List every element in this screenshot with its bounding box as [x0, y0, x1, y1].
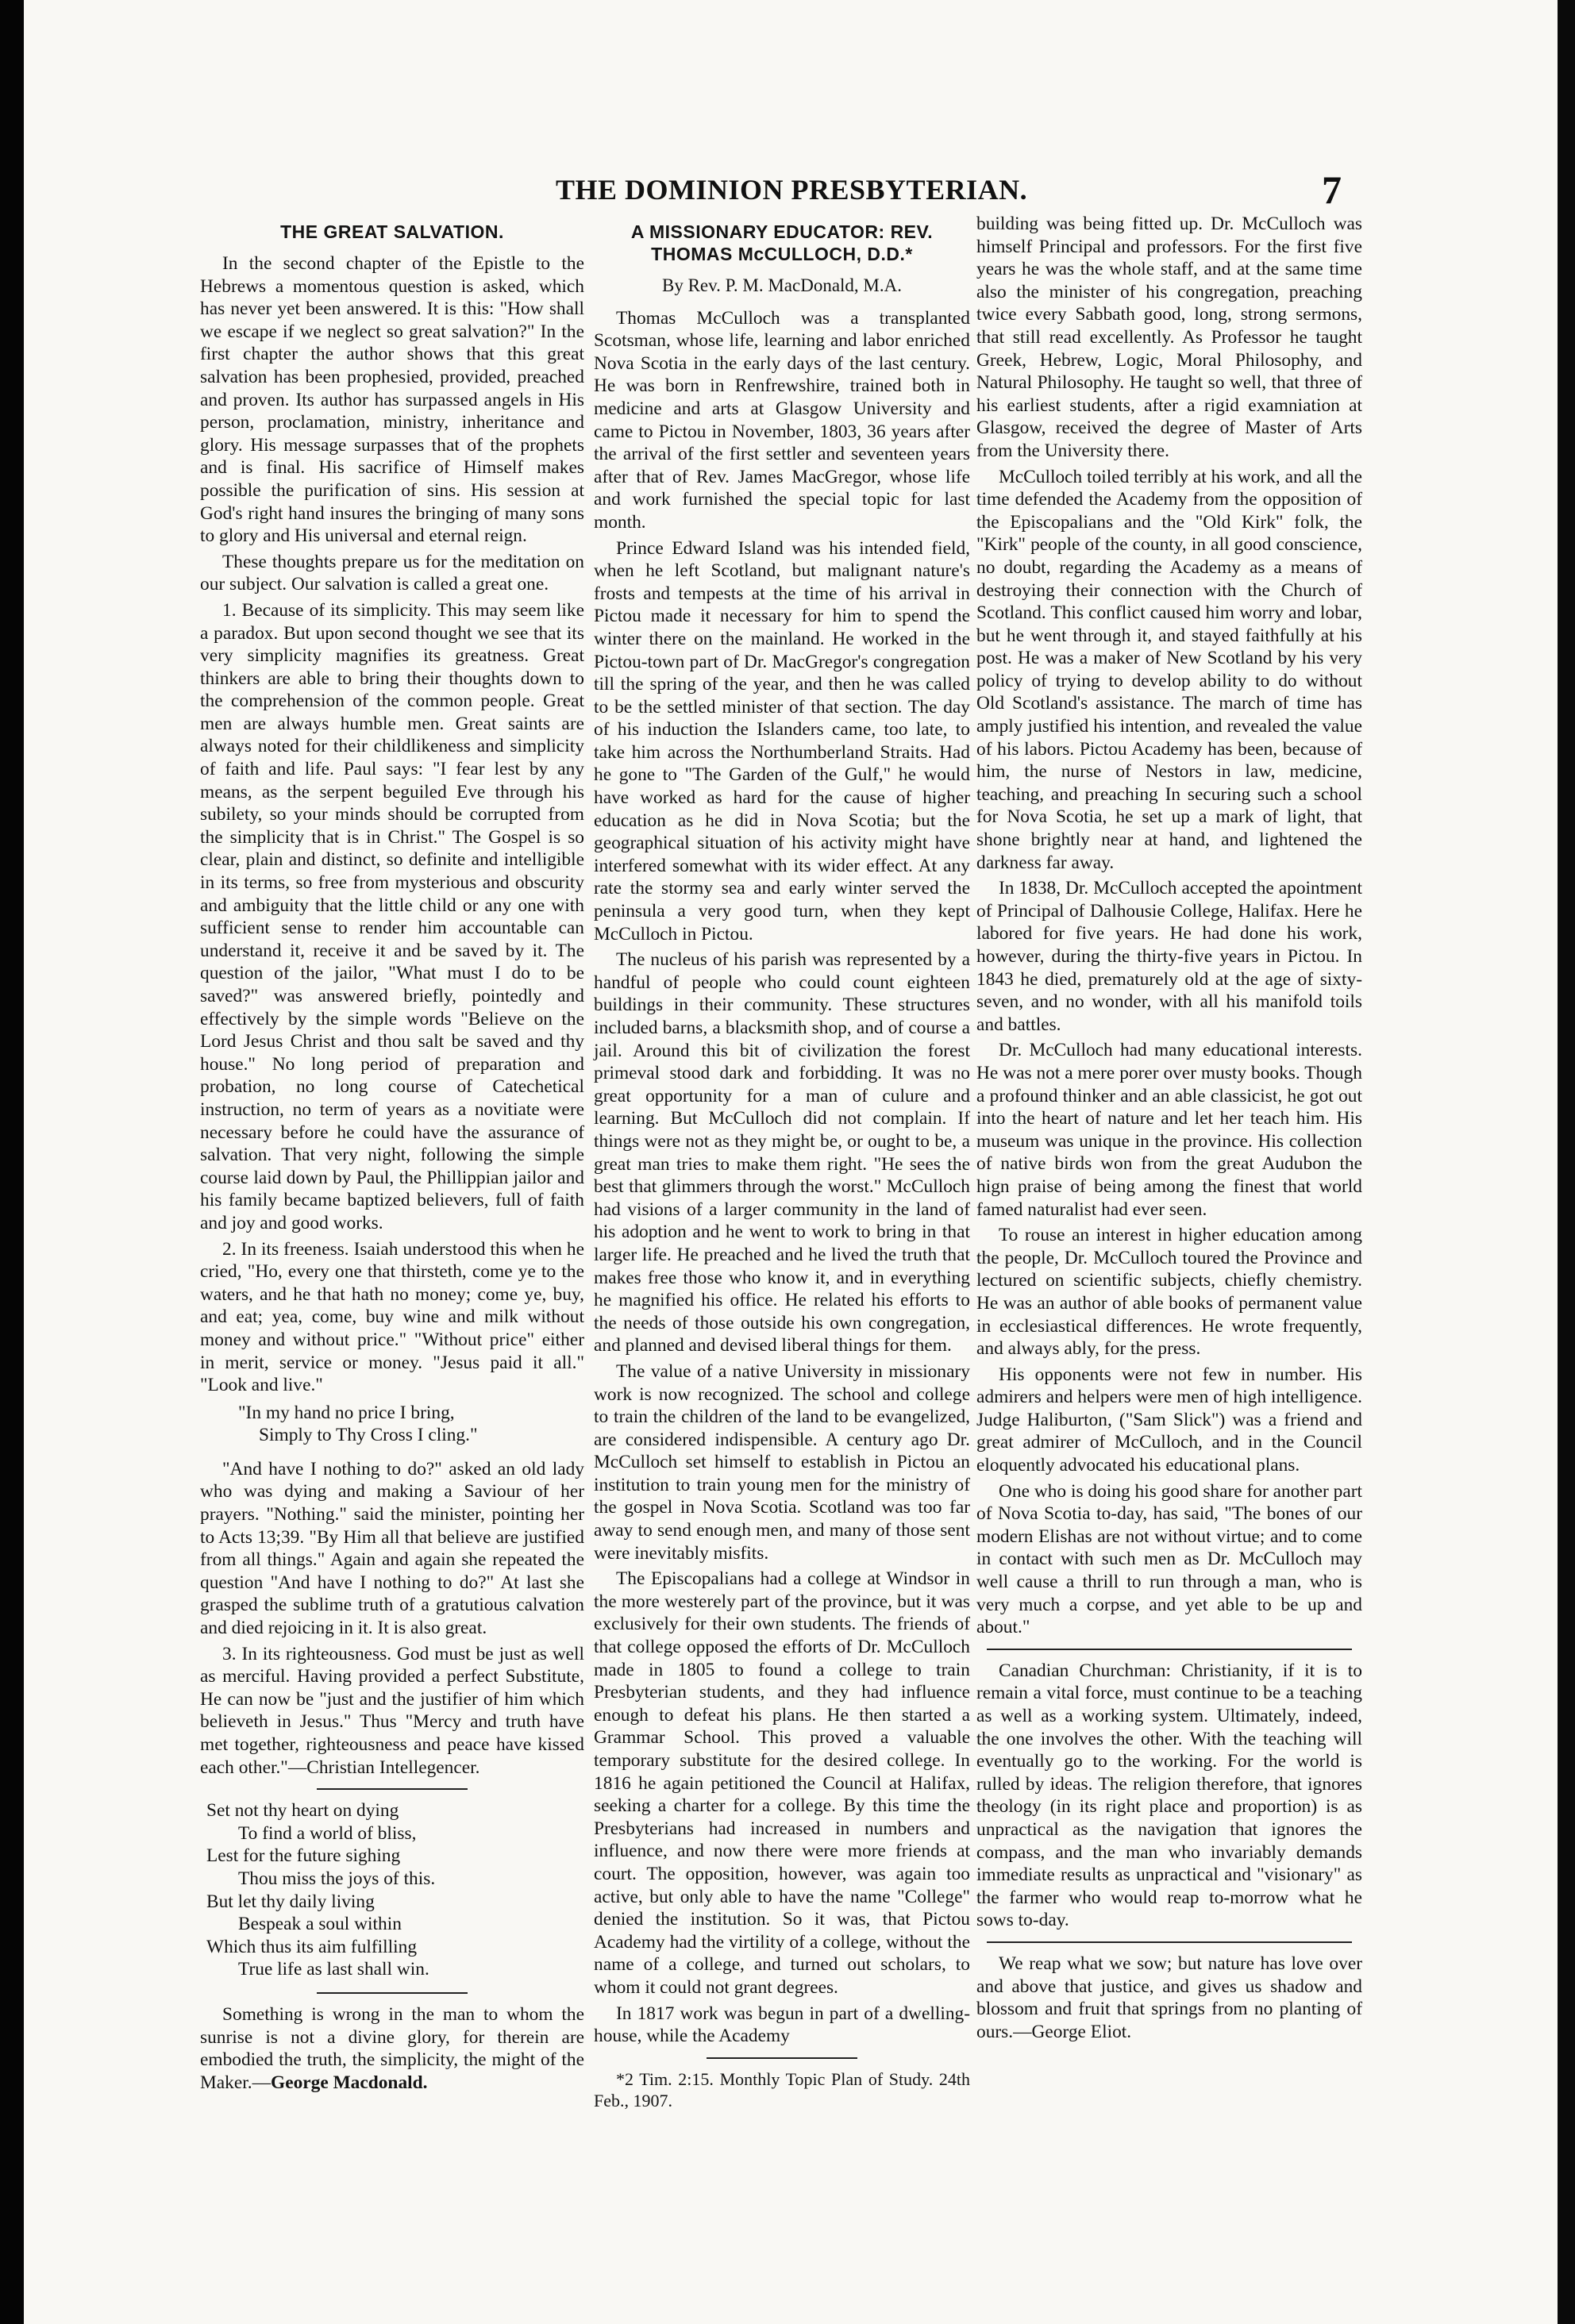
verse-line: "In my hand no price I bring,	[238, 1402, 455, 1423]
quote-paragraph	[976, 1953, 1362, 2043]
quote-attribution: George Eliot.	[1031, 2021, 1132, 2042]
verse-line: Simply to Thy Cross I cling."	[259, 1425, 478, 1446]
poem-line: Set not thy heart on dying	[206, 1800, 399, 1822]
footnote-divider	[707, 2057, 857, 2059]
poem-line: True life as last shall win.	[238, 1959, 429, 1980]
quote-attribution: George Macdonald.	[271, 2072, 428, 2093]
column-3	[976, 213, 1362, 2046]
paragraph: 3. In its righteousness. God must be just as well as merciful. Having provided a perfect Substitute, He can now be "just and the justifier of him which believeth in Jesus." Thus "Mercy and truth have met together, righteousness and peace have kissed each other."—Christian Intellegencer.	[200, 1643, 584, 1778]
newspaper-page	[24, 0, 1558, 2324]
page-number: 7	[1322, 167, 1342, 212]
column-2	[594, 213, 970, 2114]
paragraph: The nucleus of his parish was represented by a handful of people who could count eighteen buildings in their community. These structures included barns, a blacksmith shop, and of course a jail. Around this bit of civilization the forest primeval stood dark and forbidding. It was no great opportunity for a man of culure and learning. But McCulloch did not complain. If things were not as they might be, or ought to be, a great man tries to make them right. "He sees the best that glimmers through the worst." McCulloch had visions of a larger community in the land of his adoption and he went to work to bring in that larger life. He preached and he lived the truth that makes free those who know it, and in everything he magnified his office. He related his efforts to the needs of those outside his own congregation, and planned and devised liberal things for them.	[594, 949, 970, 1356]
paragraph: "And have I nothing to do?" asked an old lady who was dying and making a Saviour of her prayers. "Nothing." said the minister, pointing her to Acts 13;39. "By Him all that believe are justified from all things." Again and again she repeated the question "And have I nothing to do?" At last she grasped the sublime truth of a gratutious calvation and died rejoicing in it. It is also great.	[200, 1458, 584, 1639]
paragraph: In the second chapter of the Epistle to the Hebrews a momentous question is asked, which has never yet been answered. It is this: "How shall we escape if we neglect so great salvation?" In the first chapter the author shows that this great salvation has been prophesied, provided, preached and proven. Its author has surpassed angels in His person, proclamation, ministry, inheritance and glory. His message surpasses that of the prophets and is final. His sacrifice of Himself makes possible the purification of sins. His session at God's right hand insures the bringing of many sons to glory and His universal and eternal reign.	[200, 253, 584, 547]
poem-line: But let thy daily living	[206, 1891, 375, 1912]
paragraph: In 1838, Dr. McCulloch accepted the apointment of Principal of Dalhousie College, Halifax. Here he labored for five years. He had done his work, however, during the thirty-five years in Pictou. In 1843 he died, prematurely old at the age of sixty-seven, and no wonder, with all his manifold toils and battles.	[976, 878, 1362, 1035]
article-heading-great-salvation: THE GREAT SALVATION.	[280, 221, 504, 242]
paragraph: Dr. McCulloch had many educational interests. He was not a mere porer over musty books. Though a profound thinker and an able classicist, he got out into the heart of nature and let her teach him. His museum was unique in the province. His collection of native birds won from the great Audubon the hign praise of being among the finest that world famed naturalist had ever seen.	[976, 1040, 1362, 1220]
page-header	[24, 167, 1558, 214]
article-heading-missionary-educator	[594, 221, 970, 265]
newspaper-title: THE DOMINION PRESBYTERIAN.	[556, 174, 1028, 206]
poem-line: Thou miss the joys of this.	[238, 1868, 436, 1889]
scan-border-right	[1558, 0, 1575, 2324]
footnote: *2 Tim. 2:15. Monthly Topic Plan of Study. 24th Feb., 1907.	[594, 2068, 970, 2110]
article-byline: By Rev. P. M. MacDonald, M.A.	[662, 275, 902, 295]
paragraph: building was being fitted up. Dr. McCulloch was himself Principal and professors. For the first five years he was the whole staff, and at the same time also the minister of his congregation, preaching twice every Sabbath good, long, strong sermons, that still read excellently. As Professor he taught Greek, Hebrew, Logic, Moral Philosophy, and Natural Philosophy. He taught so well, that three of his earliest students, after a rigid examniation at Glasgow, received the degree of Master of Arts from the University there.	[976, 214, 1362, 461]
poem-line: Lest for the future sighing	[206, 1845, 401, 1867]
section-divider	[987, 1941, 1352, 1943]
hymn-verse	[200, 1402, 584, 1447]
paragraph: 1. Because of its simplicity. This may seem like a paradox. But upon second thought we see that its very simplicity magnifies its greatness. Great thinkers are able to bring their thoughts down to the comprehension of the common people. Great men are always humble men. Great saints are always noted for their childlikeness and simplicity of faith and life. Paul says: "I fear lest by any means, as the serpent beguiled Eve through his subilety, so your minds should be corrupted from the simplicity that is in Christ." The Gospel is so clear, plain and distinct, so definite and intelligible in its terms, so free from mysterious and obscurity and ambiguity that the little child or any one with sufficient sense to render him accountable can understand it, receive it and be saved by it. The question of the jailor, "What must I do to be saved?" was answered briefly, pointedly and effectively by the simple words "Believe on the Lord Jesus Christ and thou salt be saved and thy house." No long period of preparation and probation, no long course of Catechetical instruction, no term of years as a novitiate were necessary before he could have the assurance of salvation. That very night, following the simple course laid down by Paul, the Phillippian jailor and his family became baptized believers, full of faith and joy and good works.	[200, 599, 584, 1233]
poem-line: Which thus its aim fulfilling	[206, 1936, 418, 1957]
poem-line: Bespeak a soul within	[238, 1914, 402, 1935]
paragraph: In 1817 work was begun in part of a dwelling-house, while the Academy	[594, 2003, 970, 2047]
scan-border-left	[0, 0, 24, 2324]
paragraph: Prince Edward Island was his intended field, when he left Scotland, but malignant nature's frosts and tempests at the time of his arrival in Pictou made it necessary for him to spend the winter there on the mainland. He worked in the Pictou-town part of Dr. MacGregor's congregation till the spring of the year, and then he was called to be the settled minister of that section. The day of his induction the Islanders came, too late, to take him across the Northumberland Straits. Had he gone to "The Garden of the Gulf," he would have worked as hard for the cause of higher education as he did in Nova Scotia; but the geographical situation of his activity might have interfered somewhat with its wider effect. At any rate the stormy sea and early winter served the peninsula a very good turn, when they kept McCulloch in Pictou.	[594, 537, 970, 945]
paragraph: 2. In its freeness. Isaiah understood this when he cried, "Ho, every one that thirsteth, come ye to the waters, and he that hath no money; come ye, buy, and eat; yea, come, buy wine and milk without money and without price." "Without price" either in merit, service or money. "Jesus paid it all." "Look and live."	[200, 1238, 584, 1396]
quote-text: We reap what we sow; but nature has love over and above that justice, and gives us shadow and blossom and fruit that springs from no planting of ours.—	[976, 1953, 1362, 2042]
paragraph: These thoughts prepare us for the meditation on our subject. Our salvation is called a great one.	[200, 551, 584, 595]
paragraph: The Episcopalians had a college at Windsor in the more westerely part of the province, but it was exclusively for their own students. The friends of that college opposed the efforts of Dr. McCulloch made in 1805 to found a college to train Presbyterian students, and they had influence enough to defeat his plans. He then started a Grammar School. This proved a valuable temporary substitute for the desired college. In 1816 he again petitioned the Council at Halifax, seeking a charter for a college. By this time the Presbyterians had increased in numbers and influence, and now there were more friends at court. The opposition, however, was again too active, but only able to have the name "College" denied the institution. So it was, that Pictou Academy had the virtility of a college, without the name of a college, and turned out scholars, to whom it could not grant degrees.	[594, 1568, 970, 1998]
poem	[200, 1799, 584, 1981]
paragraph: McCulloch toiled terribly at his work, and all the time defended the Academy from the opposition of the Episcopalians and the "Old Kirk" folk, the "Kirk" people of the county, in all good conscience, no doubt, regarding the Academy as a means of destroying their connection with the Church of Scotland. This conflict caused him worry and lobar, but he went through it, and stayed faithfully at his post. He was a maker of New Scotland by his very policy of trying to develop ability to do without Old Scotland's assistance. The march of time has amply justified his intention, and revealed the value of his labors. Pictou Academy has been, because of him, the nurse of Nestors in law, medicine, teaching, and preaching In securing such a school for Nova Scotia, he set up a mark of light, that shone brightly near at hand, and lightened the darkness far away.	[976, 466, 1362, 873]
paragraph: His opponents were not few in number. His admirers and helpers were men of high intelligence. Judge Haliburton, ("Sam Slick") was a friend and great admirer of McCulloch, and in the Council eloquently advocated his educational plans.	[976, 1364, 1362, 1476]
heading-line: A MISSIONARY EDUCATOR: REV.	[630, 221, 934, 242]
paragraph: One who is doing his good share for another part of Nova Scotia to-day, has said, "The bones of our modern Elishas are not without virtue; and to come in contact with such men as Dr. McCulloch may well cause a thrill to run through a man, who is very much a corpse, and yet able to be up and about."	[976, 1480, 1362, 1638]
section-divider	[317, 1788, 468, 1790]
poem-line: To find a world of bliss,	[238, 1822, 417, 1844]
section-divider	[987, 1649, 1352, 1650]
heading-line: THOMAS McCULLOCH, D.D.*	[651, 244, 913, 264]
quote-text: Something is wrong in the man to whom the sunrise is not a divine glory, for therein are embodied the truth, the simplicity, the might of the Maker.—	[200, 2003, 584, 2093]
quote-paragraph	[200, 2003, 584, 2094]
section-divider	[317, 1992, 468, 1994]
column-1	[200, 213, 584, 2097]
paragraph: To rouse an interest in higher education among the people, Dr. McCulloch toured the Province and lectured on scientific subjects, chiefly chemistry. He was an author of able books of permanent value in ecclesiastical differences. He wrote frequently, and always ably, for the press.	[976, 1225, 1362, 1360]
paragraph: The value of a native University in missionary work is now recognized. The school and college to train the children of the land to be evangelized, are considered indispensible. A century ago Dr. McCulloch set himself to establish in Pictou an institution to train young men for the ministry of the gospel in Nova Scotia. Scotland was too far away to send enough men, and many of those sent were inevitably misfits.	[594, 1360, 970, 1564]
paragraph: Canadian Churchman: Christianity, if it is to remain a vital force, must continue to be a teaching as well as a working system. Ultimately, indeed, the one involves the other. With the teaching will eventually go to the working. For the world is rulled by ideas. The religion therefore, that ignores theology (in its right place and proportion) is as unpractical as the navigation that ignores the compass, and the man who invariably demands immediate results as unpractical and "visionary" as the farmer who would reap to-morrow what he sows to-day.	[976, 1660, 1362, 1931]
paragraph: Thomas McCulloch was a transplanted Scotsman, whose life, learning and labor enriched Nova Scotia in the early days of the last century. He was born in Renfrewshire, trained both in medicine and arts at Glasgow University and came to Pictou in November, 1803, 36 years after the arrival of the first settler and seventeen years after that of Rev. James MacGregor, whose life and work furnished the special topic for last month.	[594, 307, 970, 533]
